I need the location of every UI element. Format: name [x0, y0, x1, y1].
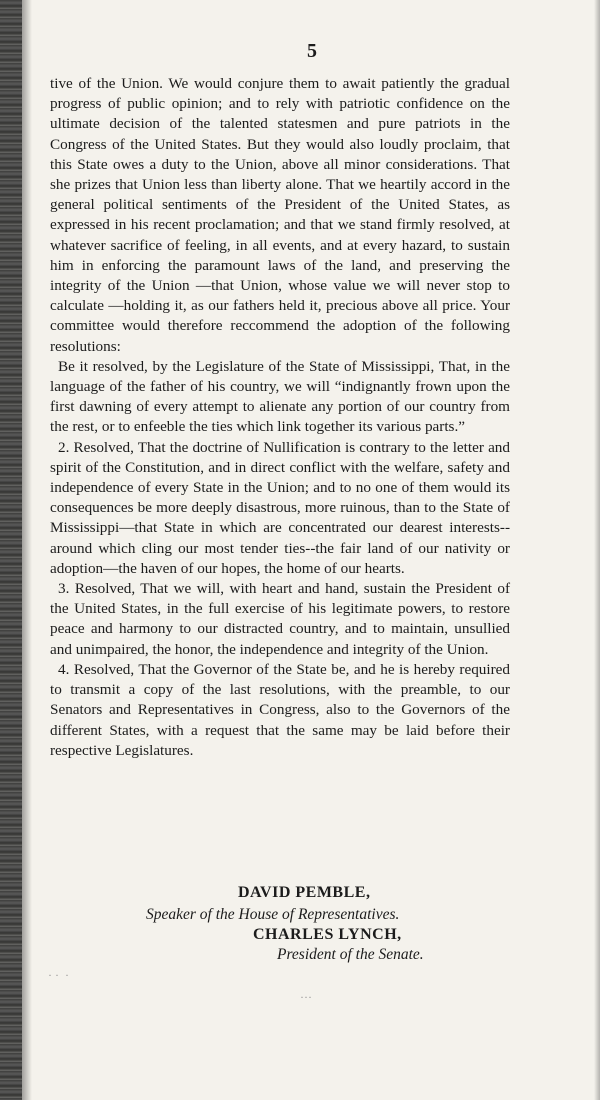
page-number: 5	[307, 40, 317, 62]
ink-speckle: · · ·	[48, 968, 69, 982]
president-name: CHARLES LYNCH,	[253, 926, 402, 943]
speaker-name: DAVID PEMBLE,	[238, 884, 371, 901]
resolution-4: 4. Resolved, That the Governor of the State be, and he is hereby required to transmit a copy of the last resolutions, with the preamble, to our Senators and Representatives in Congress, also to the Governors of the different States, with a request that the same may be laid before their respective Legislatures.	[50, 660, 510, 759]
page-edge-shadow	[594, 0, 600, 1100]
speaker-title: Speaker of the House of Representatives.	[146, 906, 400, 923]
document-body	[50, 74, 510, 761]
paragraph-preamble-end: tive of the Union. We would conjure them to await patiently the gradual progress of public opinion; and to rely with patriotic confidence on the ultimate decision of the talented statesmen and pure patriots in the Congress of the United States. But they would also loudly proclaim, that this State owes a duty to the Union, above all minor considerations. That she prizes that Union less than liberty alone. That we heartily accord in the general political sentiments of the President of the United States, as expressed in his recent proclamation; and that we stand firmly resolved, at whatever sacrifice of feeling, in all events, and at every hazard, to sustain him in enforcing the paramount laws of the land, and preserving the integrity of the Union —that Union, whose value we will never stop to calculate —holding it, as our fathers held it, precious above all price. Your committee would therefore reccommend the adoption of the following resolutions:	[50, 75, 510, 355]
resolution-2: 2. Resolved, That the doctrine of Nullification is contrary to the letter and spirit of the Constitution, and in direct conflict with the welfare, safety and independence of every State in the Union; and to no one of them would its consequences be more deeply disastrous, more ruinous, than to the State of Mississippi—that State in which are concentrated our dearest interests--around which cling our most tender ties--the fair land of our nativity or adoption—the haven of our hopes, the home of our hearts.	[50, 438, 510, 577]
ink-speckle: ···	[300, 990, 312, 1004]
resolution-3: 3. Resolved, That we will, with heart and hand, sustain the President of the United States, in the full exercise of his legitimate powers, to restore peace and harmony to our distracted country, and to maintain, unsullied and unimpaired, the honor, the independence and integrity of the Union.	[50, 580, 510, 658]
binding-edge	[0, 0, 22, 1100]
resolution-1: Be it resolved, by the Legislature of the State of Mississippi, That, in the language of the father of his country, we will “indignantly frown upon the first dawning of every attempt to alienate any portion of our country from the rest, or to enfeeble the ties which link together its various parts.”	[50, 357, 510, 436]
president-title: President of the Senate.	[277, 946, 424, 963]
